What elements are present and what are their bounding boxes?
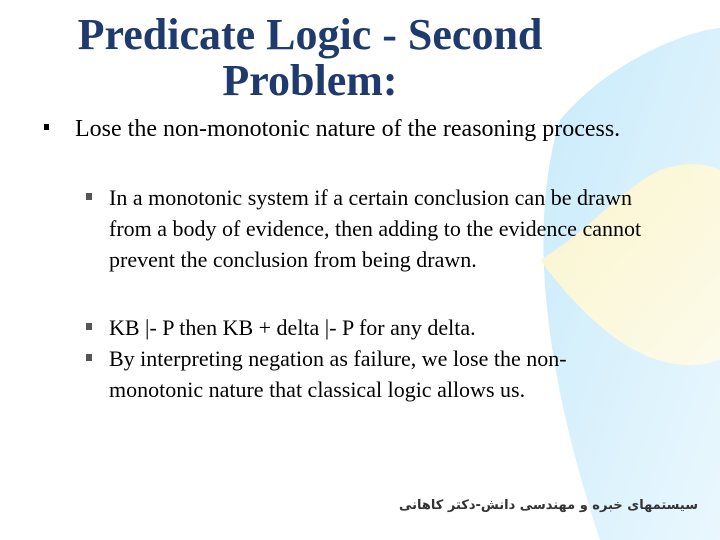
- title-line-2: Problem:: [222, 56, 398, 105]
- sub-bullet-text: KB |- P then KB + delta |- P for any delta.: [109, 315, 476, 340]
- sub-bullet-text: By interpreting negation as failure, we lose the non-monotonic nature that classical logic allows us.: [109, 346, 567, 402]
- sub-bullet-text: In a monotonic system if a certain conclusion can be drawn from a body of evidence, then adding to the evidence cannot prevent the conclusion from being drawn.: [109, 185, 642, 272]
- sub-bullet-square-icon: [86, 193, 92, 200]
- sub-bullet-square-icon: [86, 354, 92, 361]
- sub-bullet-square-icon: [86, 323, 92, 330]
- bullet-square-icon: [44, 124, 49, 130]
- title-line-1: Predicate Logic - Second: [77, 10, 543, 59]
- slide-footer: سیستمهای خبره و مهندسی دانش-دکتر کاهانی: [398, 498, 698, 513]
- slide-title: [30, 12, 590, 104]
- main-bullet-text: Lose the non-monotonic nature of the reasoning process.: [75, 116, 621, 142]
